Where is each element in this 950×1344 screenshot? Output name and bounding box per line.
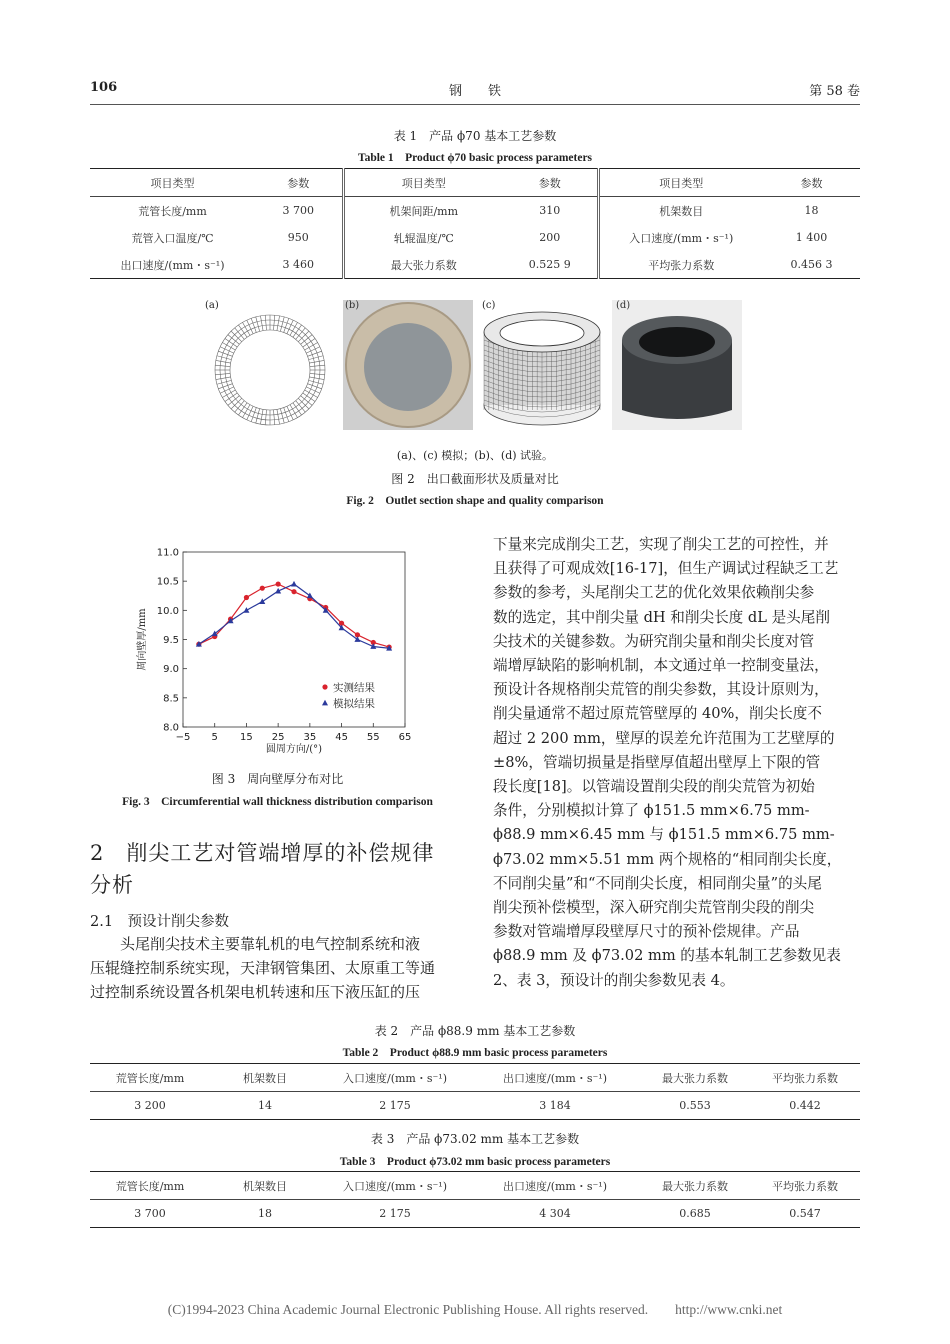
table-cell: 最大张力系数 xyxy=(343,251,503,279)
table3-header: 出口速度/(mm・s⁻¹) xyxy=(470,1172,640,1200)
legend-label: 实测结果 xyxy=(333,682,375,694)
text-line: 段长度[18]。以管端设置削尖段的削尖荒管为初始 xyxy=(493,778,815,796)
text-line: 参数对管端增厚段壁厚尺寸的预补偿规律。产品 xyxy=(493,923,800,941)
text-line: 头尾削尖技术主要靠轧机的电气控制系统和液 xyxy=(90,935,421,953)
text-line: 削尖预补偿模型，深入研究削尖荒管削尖段的削尖 xyxy=(493,899,815,917)
page-number: 106 xyxy=(90,80,118,95)
y-tick-label: 8.0 xyxy=(163,722,179,734)
table3-caption-cn: 表 3 产品 ϕ73.02 mm 基本工艺参数 xyxy=(370,1132,580,1146)
text-line: ϕ88.9 mm 及 ϕ73.02 mm 的基本轧制工艺参数见表 xyxy=(493,947,841,965)
figure2-caption-en: Fig. 2 Outlet section shape and quality comparison xyxy=(346,495,604,507)
text-line: 且获得了可观成效[16-17]，但生产调试过程缺乏工艺 xyxy=(493,560,839,578)
table2-header: 出口速度/(mm・s⁻¹) xyxy=(470,1064,640,1092)
text-line: 削尖量通常不超过原荒管壁厚的 40%，削尖长度不 xyxy=(493,705,822,723)
table-cell: 0.525 9 xyxy=(503,251,598,279)
text-line: ϕ73.02 mm×5.51 mm 两个规格的“相同削尖长度， xyxy=(493,850,842,868)
table2-caption-en: Table 2 Product ϕ88.9 mm basic process parameters xyxy=(342,1047,608,1059)
table-cell: 4 304 xyxy=(470,1200,640,1228)
text-line: 端增厚缺陷的影响机制，本文通过单一控制变量法， xyxy=(493,657,829,675)
figure2-panel-d xyxy=(612,300,742,430)
table-cell: 出口速度/(mm・s⁻¹) xyxy=(90,251,255,279)
data-point xyxy=(354,636,360,642)
section-title-line1: 2 削尖工艺对管端增厚的补偿规律 xyxy=(90,841,435,865)
x-tick-label: 5 xyxy=(211,732,218,743)
x-tick-label: 55 xyxy=(366,732,380,743)
simulated-tube-mesh xyxy=(480,300,605,430)
text-line: ϕ88.9 mm×6.45 mm 与 ϕ151.5 mm×6.75 mm- xyxy=(493,826,835,844)
text-line: 参数的参考，头尾削尖工艺的优化效果依赖削尖参 xyxy=(493,584,815,602)
table-cell: 2 175 xyxy=(320,1200,470,1228)
table-cell: 950 xyxy=(287,231,309,244)
text-line: 尖技术的关键参数。为研究削尖量和削尖长度对管 xyxy=(493,632,815,650)
table3-header: 机架数目 xyxy=(210,1172,320,1200)
table3-header: 入口速度/(mm・s⁻¹) xyxy=(320,1172,470,1200)
table-cell: 0.553 xyxy=(640,1092,750,1120)
y-axis-label: 周向壁厚/mm xyxy=(137,608,148,671)
table-cell: 3 700 xyxy=(282,204,314,217)
table3-caption-en: Table 3 Product ϕ73.02 mm basic process parameters xyxy=(339,1156,611,1168)
table2 xyxy=(90,1063,860,1120)
table1-header: 项目类型 xyxy=(90,169,255,197)
table1-caption-en: Table 1 Product ϕ70 basic process parameters xyxy=(357,152,593,164)
table-cell: 3 460 xyxy=(255,251,343,279)
y-tick-label: 9.5 xyxy=(163,635,179,646)
table-cell: 1 400 xyxy=(795,231,828,244)
x-tick-label: 45 xyxy=(335,732,348,743)
table3-header: 荒管长度/mm xyxy=(90,1172,210,1200)
figure2-note: (a)、(c) 模拟；(b)、(d) 试验。 xyxy=(396,449,554,462)
table1-header: 参数 xyxy=(255,169,343,197)
figure2-panel-c xyxy=(480,300,605,430)
legend-marker xyxy=(322,700,328,706)
table2-header: 入口速度/(mm・s⁻¹) xyxy=(320,1064,470,1092)
text-line: 2、表 3，预设计的削尖参数见表 4。 xyxy=(493,971,735,989)
table1-caption-cn: 表 1 产品 ϕ70 基本工艺参数 xyxy=(393,129,557,143)
text-line: 压辊缝控制系统实现，天津钢管集团、太原重工等通 xyxy=(90,959,436,978)
table-cell: 0.685 xyxy=(640,1200,750,1228)
table-cell: 2 175 xyxy=(320,1092,470,1120)
table1-header: 项目类型 xyxy=(343,169,503,197)
figure2-caption-cn: 图 2 出口截面形状及质量对比 xyxy=(391,472,559,486)
y-tick-label: 10.0 xyxy=(156,605,179,617)
table-cell: 18 xyxy=(804,204,819,217)
table1-header: 参数 xyxy=(503,169,598,197)
table-cell: 0.442 xyxy=(750,1092,860,1120)
volume-label: 第 58 卷 xyxy=(809,84,860,99)
table-cell: 轧辊温度/℃ xyxy=(343,224,503,251)
table-cell: 荒管入口温度/℃ xyxy=(131,231,214,245)
table-cell: 0.456 3 xyxy=(763,251,860,279)
table-cell: 3 200 xyxy=(90,1092,210,1120)
panel-label: (d) xyxy=(616,300,631,311)
text-line: ±8%，管端切损量是指壁厚值超出壁厚上下限的管 xyxy=(493,753,821,771)
x-axis-label: 圆周方向/(°) xyxy=(265,744,323,755)
simulated-ring-mesh xyxy=(205,300,335,430)
wall-thickness-chart xyxy=(125,540,415,755)
table-row xyxy=(90,1200,860,1228)
text-line: 下量来完成削尖工艺，实现了削尖工艺的可控性，并 xyxy=(493,536,829,553)
x-tick-label: 35 xyxy=(303,732,317,743)
data-point xyxy=(259,598,265,604)
panel-label: (b) xyxy=(345,300,360,311)
y-tick-label: 8.5 xyxy=(163,693,179,705)
text-line: 条件，分别模拟计算了 ϕ151.5 mm×6.75 mm- xyxy=(493,802,810,820)
table3-header: 最大张力系数 xyxy=(640,1172,750,1200)
table2-header: 荒管长度/mm xyxy=(90,1064,210,1092)
x-tick-label: −5 xyxy=(175,732,191,743)
subsection-title: 2.1 预设计削尖参数 xyxy=(90,914,230,930)
figure2-panel-a xyxy=(205,300,335,430)
text-line: 超过 2 200 mm，壁厚的误差允许范围为工艺壁厚的 xyxy=(493,729,835,747)
table-cell: 平均张力系数 xyxy=(598,251,763,279)
data-point xyxy=(260,586,265,591)
table1-header: 参数 xyxy=(763,169,860,197)
data-point xyxy=(243,607,249,613)
table-cell: 200 xyxy=(539,231,561,244)
table-cell: 310 xyxy=(539,204,561,217)
data-point xyxy=(307,593,313,599)
figure3-caption-cn: 图 3 周向壁厚分布对比 xyxy=(211,772,344,786)
table1-header: 项目类型 xyxy=(598,169,763,197)
header-rule xyxy=(90,104,860,105)
x-tick-label: 25 xyxy=(271,732,285,743)
table-cell: 入口速度/(mm・s⁻¹) xyxy=(598,224,763,251)
table-row xyxy=(90,197,860,225)
copyright-footer: (C)1994-2023 China Academic Journal Electronic Publishing House. All rights reserved. http://www.cnki.net xyxy=(167,1302,783,1317)
table-cell: 3 184 xyxy=(470,1092,640,1120)
table3-header: 平均张力系数 xyxy=(750,1172,860,1200)
table-cell: 荒管长度/mm xyxy=(138,204,207,218)
section-title-line2: 分析 xyxy=(90,873,134,897)
table2-header: 最大张力系数 xyxy=(640,1064,750,1092)
figure3-caption-en: Fig. 3 Circumferential wall thickness distribution comparison xyxy=(122,796,433,808)
table2-caption-cn: 表 2 产品 ϕ88.9 mm 基本工艺参数 xyxy=(374,1024,576,1038)
y-tick-label: 9.0 xyxy=(163,664,179,676)
table1 xyxy=(90,168,860,279)
journal-name: 钢 铁 xyxy=(448,84,501,99)
table-cell: 18 xyxy=(210,1200,320,1228)
table-cell: 机架数目 xyxy=(598,197,763,225)
data-point xyxy=(244,595,249,600)
table-row xyxy=(90,224,860,251)
text-line: 不同削尖量”和“不同削尖长度，相同削尖量”的头尾 xyxy=(493,874,822,892)
table-cell: 3 700 xyxy=(90,1200,210,1228)
table2-header: 平均张力系数 xyxy=(750,1064,860,1092)
table-row xyxy=(90,1092,860,1120)
y-tick-label: 10.5 xyxy=(156,576,179,588)
text-line: 数的选定，其中削尖量 dH 和削尖长度 dL 是头尾削 xyxy=(493,608,830,626)
table-cell: 14 xyxy=(210,1092,320,1120)
panel-label: (c) xyxy=(482,300,496,311)
experimental-tube-photo xyxy=(612,300,742,430)
data-point xyxy=(291,589,296,594)
table2-header: 机架数目 xyxy=(210,1064,320,1092)
data-point xyxy=(276,581,281,586)
text-line: 过控制系统设置各机架电机转速和压下液压缸的压 xyxy=(90,983,421,1002)
experimental-ring-photo xyxy=(343,300,473,430)
legend-marker xyxy=(322,684,327,689)
left-paragraph xyxy=(90,932,465,1005)
right-paragraph xyxy=(493,533,863,993)
x-tick-label: 65 xyxy=(398,732,412,743)
table-row xyxy=(90,251,860,279)
table-cell: 0.547 xyxy=(750,1200,860,1228)
figure2-panel-b xyxy=(343,300,473,430)
legend-label: 模拟结果 xyxy=(333,698,375,710)
data-point xyxy=(291,581,297,587)
x-tick-label: 15 xyxy=(240,732,253,743)
panel-label: (a) xyxy=(205,300,219,311)
table3 xyxy=(90,1171,860,1228)
table-cell: 机架间距/mm xyxy=(343,197,503,225)
text-line: 预设计各规格削尖荒管的削尖参数，其设计原则为， xyxy=(493,681,829,699)
y-tick-label: 11.0 xyxy=(156,547,179,559)
